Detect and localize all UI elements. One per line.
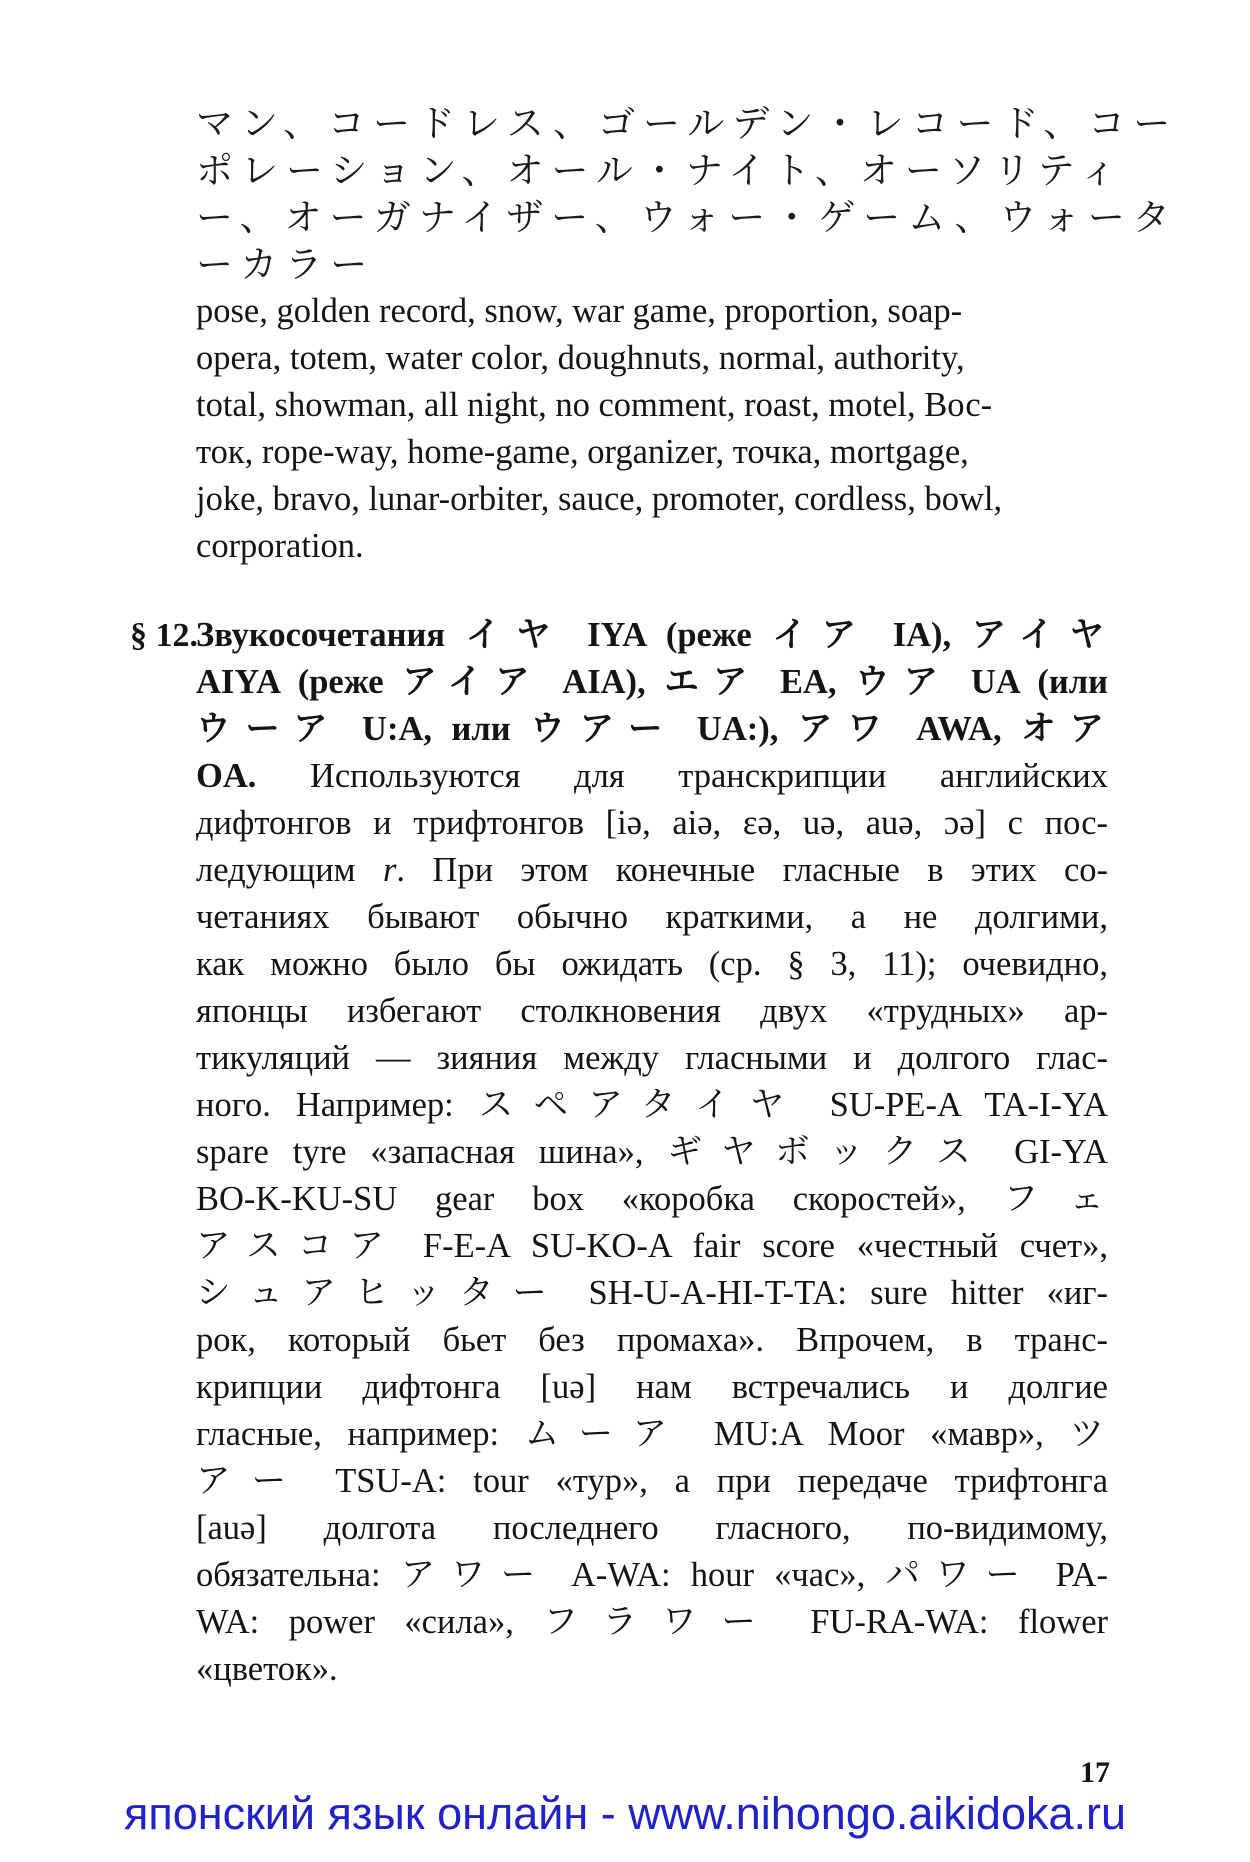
- text-segment: OA.: [196, 757, 257, 795]
- katakana-line: ーカラー: [196, 243, 376, 286]
- section-line: [196, 941, 1108, 988]
- katakana-text: アワ: [797, 709, 897, 749]
- text-segment: . При этом конечные гласные в этих со-: [396, 851, 1108, 889]
- text-segment: как можно было бы ожидать (ср. § 3, 11); очевидно,: [196, 945, 1108, 983]
- text-segment: Звукосочетания: [196, 616, 466, 654]
- katakana-line: ー、オーガナイザー、ウォー・ゲーム、ウォータ: [196, 196, 1178, 239]
- section-line: [196, 1035, 1108, 1082]
- katakana-text: フラワー: [543, 1602, 781, 1642]
- page-number: 17: [1080, 1756, 1110, 1789]
- katakana-text: パワー: [885, 1555, 1036, 1595]
- section-line: [196, 1411, 1108, 1458]
- section-line: [196, 1317, 1108, 1364]
- text-segment: UA (или: [952, 663, 1109, 701]
- text-segment: SU-PE-A TA-I-YA: [804, 1086, 1108, 1124]
- text-segment: IA),: [872, 616, 972, 654]
- katakana-text: イア: [772, 615, 873, 655]
- section-line: [196, 1223, 1108, 1270]
- text-segment: IYA (реже: [566, 616, 773, 654]
- website-watermark-link[interactable]: японский язык онлайн - www.nihongo.aikidoka.ru: [123, 1788, 1127, 1839]
- section-line: [196, 1364, 1108, 1411]
- katakana-word-list: [196, 100, 1179, 288]
- text-segment: ледующим: [196, 851, 383, 889]
- section-line: [196, 1505, 1108, 1552]
- text-segment: [auə] долгота последнего гласного, по-видимому,: [196, 1509, 1108, 1547]
- text-segment: крипции дифтонга [uə] нам встречались и долгие: [196, 1368, 1108, 1406]
- text-segment: четаниях бывают обычно краткими, а не долгими,: [196, 898, 1108, 936]
- text-segment: AIA),: [543, 663, 665, 701]
- section-line: [196, 988, 1108, 1035]
- katakana-line: ポレーション、オール・ナイト、オーソリティ: [196, 149, 1125, 192]
- section-line: [196, 1458, 1108, 1505]
- katakana-text: ウーア: [196, 709, 343, 749]
- text-segment: японцы избегают столкновения двух «трудных» ар-: [196, 992, 1108, 1030]
- katakana-text: アイア: [402, 662, 544, 702]
- text-segment: F-E-A SU-KO-A fair score «честный счет»,: [401, 1227, 1109, 1265]
- katakana-text: ツ: [1069, 1414, 1108, 1454]
- text-segment: GI-YA: [990, 1133, 1109, 1171]
- text-segment: AIYA (реже: [196, 663, 403, 701]
- text-segment: «цветок».: [196, 1650, 338, 1688]
- text-segment: spare tyre «запасная шина»,: [196, 1133, 668, 1171]
- katakana-text: アスコア: [196, 1226, 402, 1266]
- section-line: [196, 612, 1108, 659]
- word-list-block: [196, 100, 1179, 570]
- katakana-text: シュアヒッター: [196, 1273, 566, 1313]
- text-segment: дифтонгов и трифтонгов [iə, aiə, ɛə, uə, auə, ɔə] с пос-: [196, 804, 1108, 842]
- english-line: total, showman, all night, no comment, roast, motel, Вос-: [196, 386, 993, 424]
- section-line: [196, 659, 1108, 706]
- text-segment: SH-U-A-HI-T-TA: sure hitter «иг-: [565, 1274, 1108, 1312]
- katakana-text: ウアー: [530, 709, 678, 749]
- katakana-text: ウア: [855, 662, 953, 702]
- text-segment: AWA,: [896, 710, 1022, 748]
- section-line: [196, 1082, 1108, 1129]
- english-word-list: [196, 288, 1106, 570]
- text-segment: EA,: [761, 663, 856, 701]
- katakana-text: スペアタイヤ: [478, 1085, 805, 1125]
- section-line: [196, 753, 1108, 800]
- section-12: [130, 612, 1110, 1693]
- text-segment: FU-RA-WA: flower: [780, 1603, 1108, 1641]
- section-line: [196, 894, 1108, 941]
- section-line: [196, 1646, 1108, 1693]
- english-line: opera, totem, water color, doughnuts, normal, authority,: [196, 339, 965, 377]
- text-segment: UA:),: [677, 710, 798, 748]
- english-line: pose, golden record, snow, war game, proportion, soap-: [196, 292, 963, 330]
- section-line: [196, 1176, 1108, 1223]
- katakana-text: ムーア: [524, 1414, 689, 1454]
- english-line: joke, bravo, lunar-orbiter, sauce, promoter, cordless, bowl,: [196, 480, 1003, 518]
- katakana-text: アワー: [400, 1555, 551, 1595]
- katakana-text: エア: [664, 662, 762, 702]
- text-segment: Используются для транскрипции английских: [256, 757, 1108, 795]
- katakana-text: アー: [196, 1461, 309, 1501]
- section-line: [196, 847, 1108, 894]
- section-line: [196, 706, 1108, 753]
- text-segment: рок, который бьет без промаха». Впрочем, в транс-: [196, 1321, 1108, 1359]
- text-segment: тикуляций — зияния между гласными и долгого глас-: [196, 1039, 1108, 1077]
- section-text: [196, 612, 1110, 1693]
- english-line: corporation.: [196, 527, 364, 565]
- text-segment: ного. Например:: [196, 1086, 479, 1124]
- katakana-text: アイヤ: [971, 615, 1108, 655]
- text-segment: r: [382, 851, 397, 889]
- text-segment: A-WA: hour «час»,: [550, 1556, 886, 1594]
- english-line: ток, rope-way, home-game, organizer, точка, mortgage,: [196, 433, 969, 471]
- text-segment: обязательна:: [196, 1556, 401, 1594]
- text-segment: BO-K-KU-SU gear box «коробка скоростей»,: [196, 1180, 1004, 1218]
- text-segment: PA-: [1035, 1556, 1109, 1594]
- section-line: [196, 1129, 1108, 1176]
- text-segment: U:A, или: [342, 710, 531, 748]
- section-line: [196, 800, 1108, 847]
- text-segment: TSU-A: tour «тур», а при передаче трифтонга: [308, 1462, 1109, 1500]
- katakana-line: マン、コードレス、ゴールデン・レコード、コー: [196, 102, 1179, 145]
- text-segment: гласные, например:: [196, 1415, 525, 1453]
- text-segment: WA: power «сила»,: [196, 1603, 544, 1641]
- section-number: § 12.: [130, 617, 198, 654]
- katakana-text: オア: [1021, 709, 1109, 749]
- section-line: [196, 1270, 1108, 1317]
- katakana-text: イヤ: [465, 615, 567, 655]
- section-line: [196, 1552, 1108, 1599]
- katakana-text: フェ: [1003, 1179, 1108, 1219]
- katakana-text: ギヤボックス: [667, 1132, 991, 1172]
- text-segment: MU:A Moor «мавр»,: [688, 1415, 1070, 1453]
- section-line: [196, 1599, 1108, 1646]
